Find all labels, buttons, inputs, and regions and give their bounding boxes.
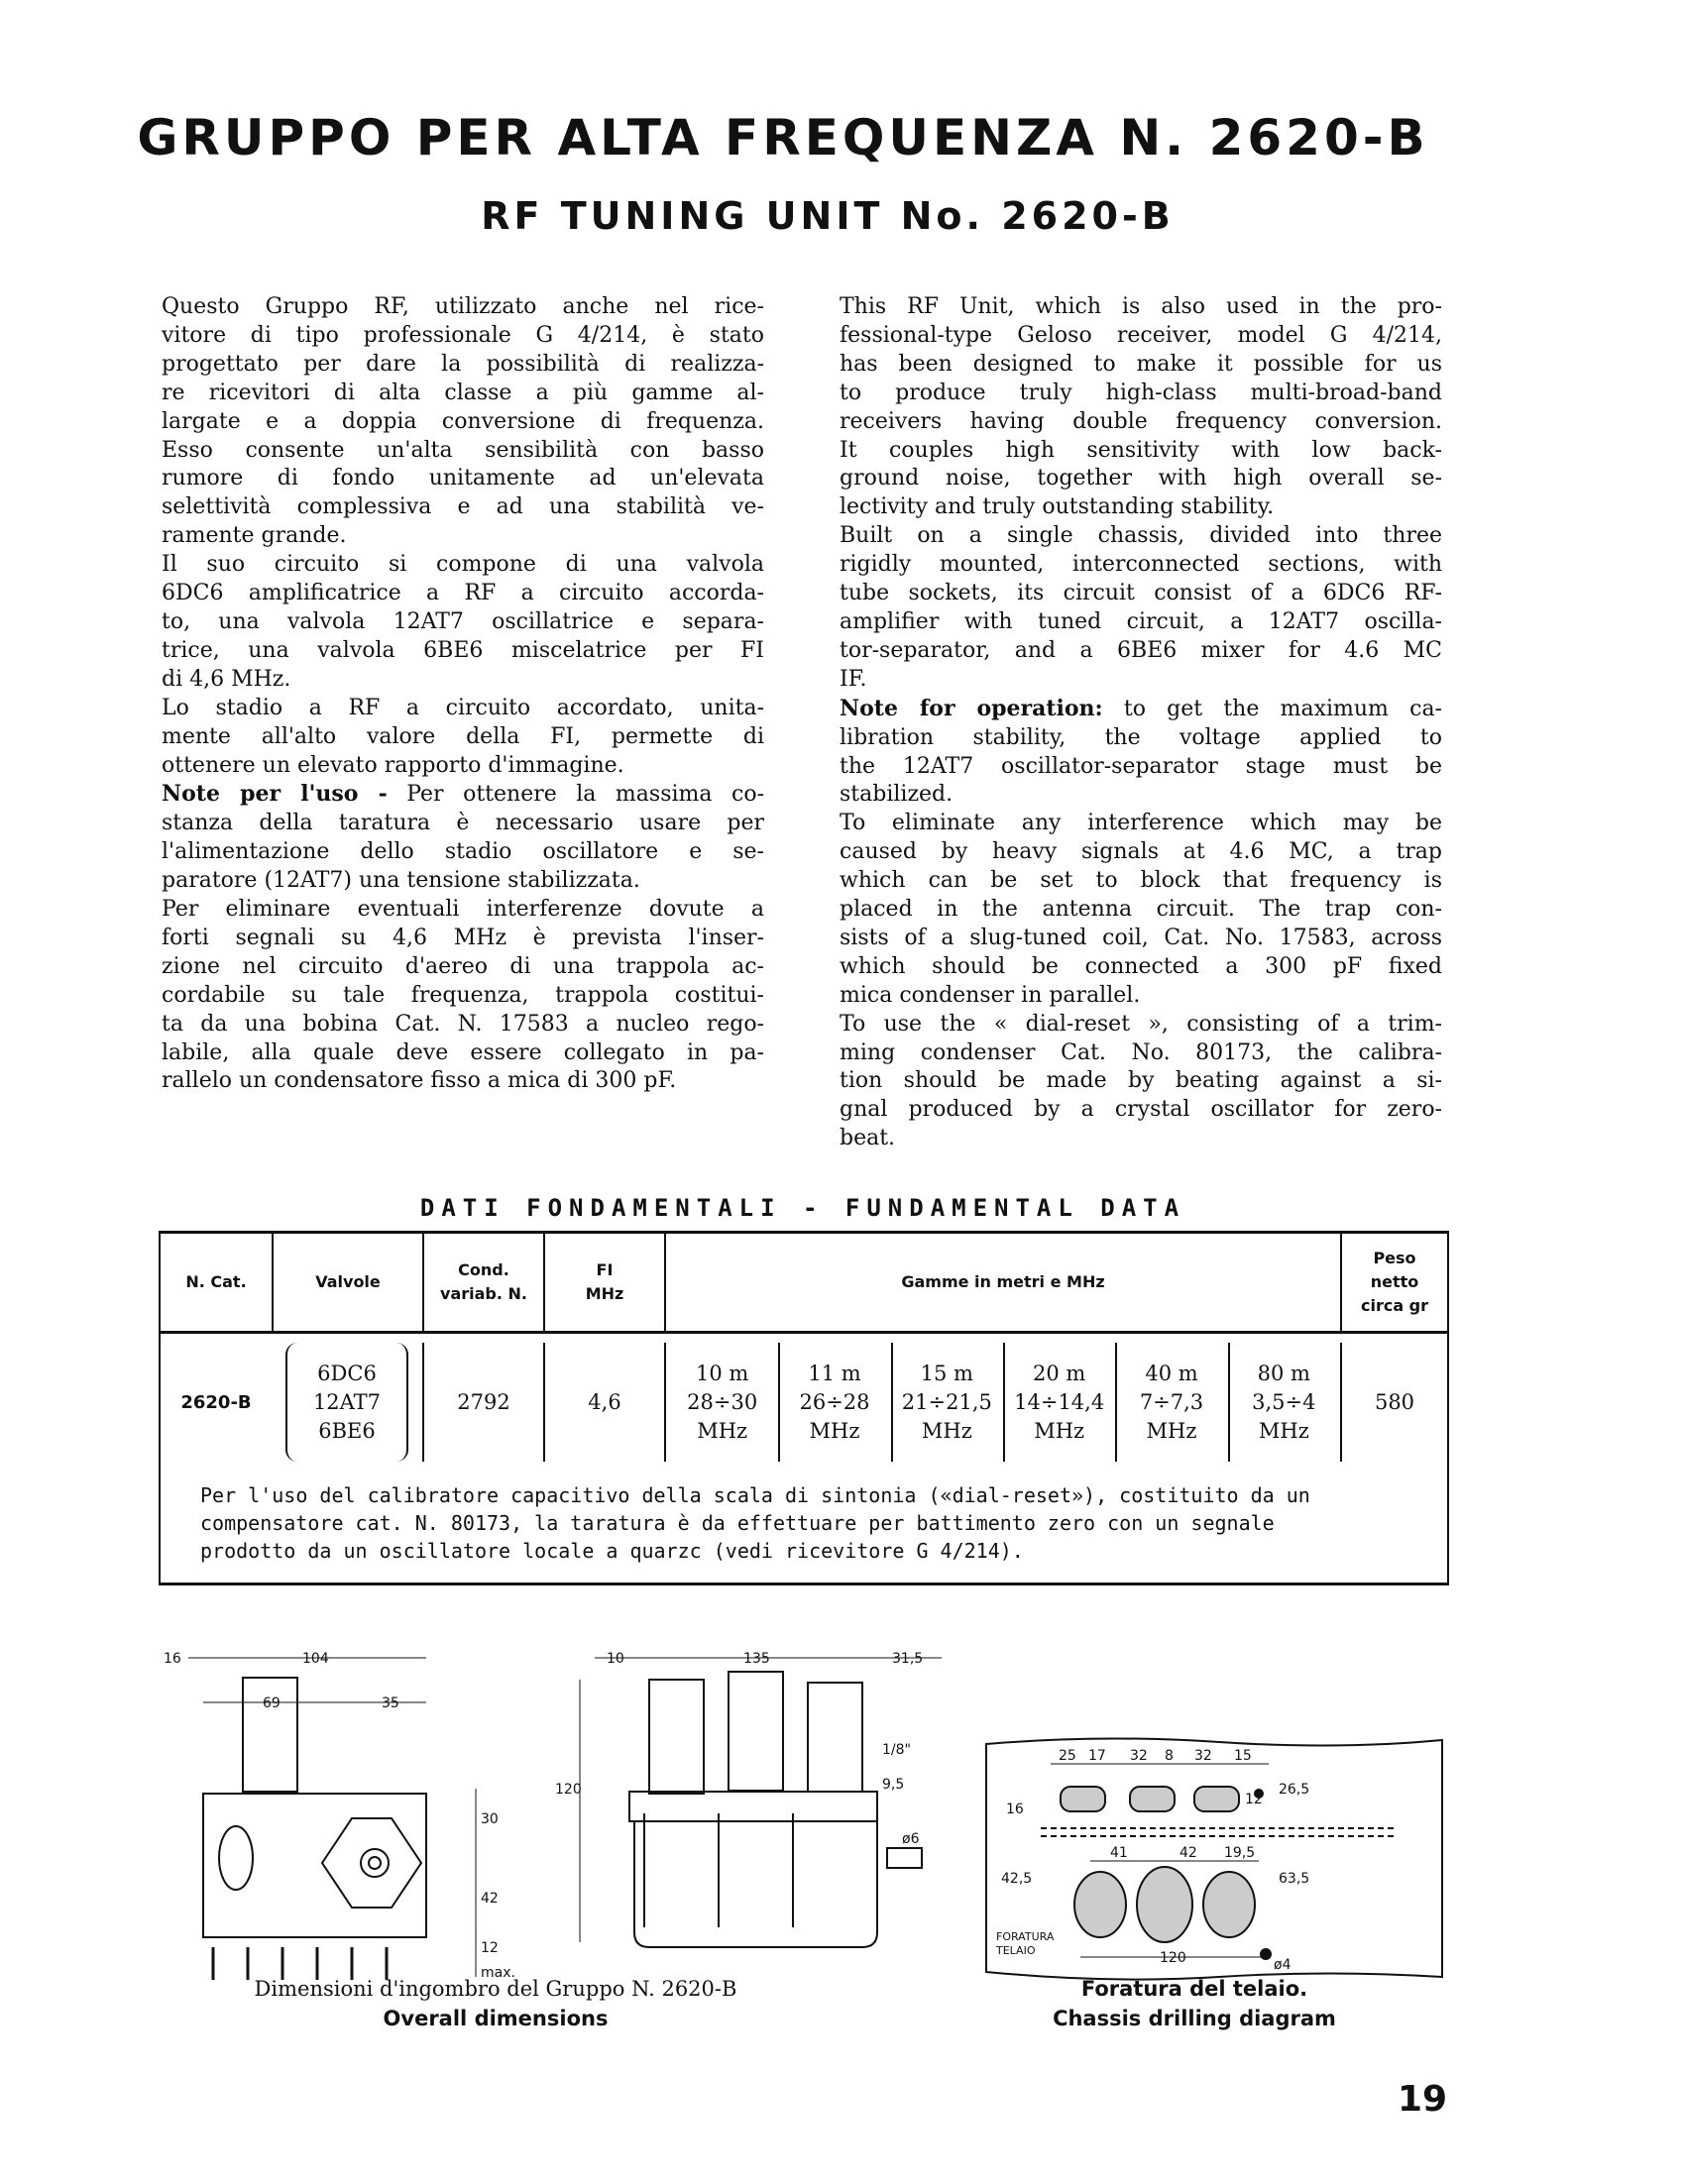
band-unit: MHz <box>1034 1418 1085 1443</box>
note-line: prodotto da un oscillatore locale a quarzc (vedi ricevitore G 4/214). <box>200 1539 1024 1563</box>
band-cell <box>1228 1343 1340 1462</box>
header-valves: Valvole <box>315 1272 381 1291</box>
line-text: trice, una valvola 6BE6 miscelatrice per FI <box>162 637 764 663</box>
valve: 6BE6 <box>318 1418 376 1443</box>
cell-weight: 580 <box>1374 1389 1415 1414</box>
header-fi: FI MHz <box>585 1260 624 1303</box>
text-line <box>162 982 764 1011</box>
text-line <box>162 551 764 580</box>
text-line <box>162 493 764 522</box>
band-m: 10 m <box>696 1361 749 1385</box>
line-text: receivers having double frequency conversion. <box>840 408 1442 434</box>
line-text: which should be connected a 300 pF fixed <box>840 953 1442 979</box>
dim-label: 15 <box>1234 1748 1252 1764</box>
text-line <box>840 724 1442 753</box>
line-text: progettato per dare la possibilità di realizza- <box>162 351 764 377</box>
text-line <box>840 753 1442 782</box>
cell-cat: 2620-B <box>180 1391 252 1413</box>
text-line <box>162 953 764 982</box>
caption-en: Chassis drilling diagram <box>1053 2007 1336 2030</box>
band-m: 15 m <box>920 1361 973 1385</box>
text-line <box>840 580 1442 608</box>
text-line <box>162 522 764 551</box>
line-text: ramente grande. <box>162 523 347 549</box>
line-text: mente all'alto valore della FI, permette di <box>162 723 764 749</box>
line-text: which can be set to block that frequency is <box>840 868 1442 894</box>
line-text: ta da una bobina Cat. N. 17583 a nucleo rego- <box>162 1011 764 1037</box>
italian-text-column <box>162 293 764 1096</box>
header-bands: Gamme in metri e MHz <box>901 1272 1105 1291</box>
dim-label: 17 <box>1088 1748 1106 1764</box>
header-cat: N. Cat. <box>185 1272 247 1291</box>
line-text: Built on a single chassis, divided into three <box>840 523 1442 549</box>
dim-label: 16 <box>164 1651 181 1667</box>
line-text: mica condenser in parallel. <box>840 982 1141 1008</box>
text-line <box>840 408 1442 437</box>
text-line <box>840 838 1442 867</box>
dim-label: 69 <box>263 1695 281 1711</box>
divider <box>1228 1343 1230 1462</box>
line-text: Per ottenere la massima co- <box>387 782 764 808</box>
text-line <box>840 1011 1442 1039</box>
text-line <box>162 1067 764 1096</box>
band-unit: MHz <box>697 1418 748 1443</box>
dim-label: 31,5 <box>892 1651 924 1667</box>
text-line <box>840 867 1442 896</box>
dim-label: 8 <box>1165 1748 1174 1764</box>
band-m: 80 m <box>1257 1361 1310 1385</box>
line-text: beat. <box>840 1126 896 1151</box>
line-text: zione nel circuito d'aereo di una trappola ac- <box>162 953 764 979</box>
text-line <box>162 896 764 925</box>
page-number: 19 <box>1398 2079 1448 2120</box>
dim-label: ø6 <box>902 1831 920 1847</box>
band-mhz: 26÷28 <box>799 1389 870 1414</box>
dim-label: 135 <box>743 1651 770 1667</box>
band-unit: MHz <box>1258 1418 1309 1443</box>
line-text: lectivity and truly outstanding stability. <box>840 494 1275 520</box>
text-line <box>840 666 1442 695</box>
valve: 6DC6 <box>317 1361 377 1385</box>
english-text-column <box>840 293 1442 1153</box>
line-text: placed in the antenna circuit. The trap con- <box>840 897 1442 923</box>
line-text: gnal produced by a crystal oscillator for zero- <box>840 1097 1442 1123</box>
text-line <box>840 465 1442 493</box>
dim-label: 25 <box>1059 1748 1076 1764</box>
drill-label: TELAIO <box>996 1944 1036 1957</box>
band-cell <box>1003 1343 1115 1462</box>
overall-dimensions-diagram <box>149 1605 971 1982</box>
line-text: amplifier with tuned circuit, a 12AT7 oscilla- <box>840 608 1442 634</box>
cell-valves <box>285 1343 408 1462</box>
text-line <box>162 752 764 781</box>
band-m: 20 m <box>1033 1361 1086 1385</box>
table-note <box>200 1481 1427 1565</box>
line-text: Esso consente un'alta sensibilità con basso <box>162 437 764 463</box>
text-line <box>162 780 764 810</box>
text-line <box>840 781 1442 810</box>
cell-cond: 2792 <box>457 1389 510 1414</box>
line-text: ground noise, together with high overall se- <box>840 466 1442 491</box>
line-text: to produce truly high-class multi-broad-band <box>840 380 1442 405</box>
text-line <box>840 925 1442 953</box>
text-line <box>840 1067 1442 1096</box>
title-english: RF TUNING UNIT No. 2620-B <box>481 194 1175 238</box>
line-text: Il suo circuito si compone di una valvola <box>162 552 764 578</box>
text-line <box>162 293 764 322</box>
dim-label: ø4 <box>1274 1957 1292 1973</box>
line-text: l'alimentazione dello stadio oscillatore e se- <box>162 839 764 865</box>
text-line <box>840 896 1442 925</box>
band-cell <box>778 1343 890 1462</box>
line-text: caused by heavy signals at 4.6 MC, a trap <box>840 839 1442 865</box>
text-line <box>840 293 1442 322</box>
text-line <box>162 810 764 838</box>
line-text: To eliminate any interference which may be <box>840 811 1442 836</box>
band-mhz: 14÷14,4 <box>1014 1389 1105 1414</box>
line-text: ming condenser Cat. No. 80173, the calibra- <box>840 1039 1442 1065</box>
text-line <box>840 1096 1442 1125</box>
line-text: to get the maximum ca- <box>1102 696 1442 721</box>
line-text: libration stability, the voltage applied to <box>840 724 1442 750</box>
band-mhz: 28÷30 <box>687 1389 758 1414</box>
line-text: 6DC6 amplificatrice a RF a circuito accorda- <box>162 581 764 606</box>
line-text: forti segnali su 4,6 MHz è prevista l'inser- <box>162 925 764 950</box>
line-text: rigidly mounted, interconnected sections, with <box>840 552 1442 578</box>
caption-it: Dimensioni d'ingombro del Gruppo N. 2620-B <box>254 1977 737 2001</box>
band-cell <box>666 1343 778 1462</box>
line-text: IF. <box>840 666 867 692</box>
dim-label: 120 <box>555 1782 582 1798</box>
text-line <box>840 637 1442 666</box>
divider <box>1115 1343 1117 1462</box>
line-text: Per eliminare eventuali interferenze dovute a <box>162 897 764 923</box>
line-text: paratore (12AT7) una tensione stabilizzata. <box>162 868 640 894</box>
dim-label: max. <box>481 1965 515 1981</box>
header-cond: Cond. variab. N. <box>440 1260 527 1303</box>
band-cell <box>891 1343 1003 1462</box>
dim-label: 9,5 <box>882 1777 905 1793</box>
text-line <box>840 522 1442 551</box>
line-text: selettività complessiva e ad una stabilità ve- <box>162 494 764 520</box>
line-text: rumore di fondo unitamente ad un'elevata <box>162 466 764 491</box>
text-line <box>840 493 1442 522</box>
band-mhz: 3,5÷4 <box>1252 1389 1316 1414</box>
dim-label: 120 <box>1160 1950 1186 1966</box>
dim-label: 41 <box>1110 1845 1128 1861</box>
text-line <box>162 637 764 666</box>
band-unit: MHz <box>921 1418 972 1443</box>
line-text: stanza della taratura è necessario usare per <box>162 811 764 836</box>
text-line <box>162 695 764 723</box>
dim-label: 1/8" <box>882 1742 911 1758</box>
band-unit: MHz <box>1146 1418 1197 1443</box>
bold-lead: Note per l'uso - <box>162 781 388 808</box>
line-text: labile, alla quale deve essere collegato in pa- <box>162 1039 764 1065</box>
band-m: 11 m <box>808 1361 861 1385</box>
line-text: tion should be made by beating against a si- <box>840 1068 1442 1094</box>
line-text: To use the « dial-reset », consisting of a trim- <box>840 1011 1442 1037</box>
divider <box>1003 1343 1005 1462</box>
dim-label: 26,5 <box>1279 1782 1310 1798</box>
fundamental-data-table <box>159 1231 1449 1585</box>
line-text: sists of a slug-tuned coil, Cat. No. 17583, across <box>840 925 1442 950</box>
caption-it: Foratura del telaio. <box>1080 1977 1308 2001</box>
line-text: ottenere un elevato rapporto d'immagine. <box>162 752 624 778</box>
dim-label: 42 <box>1180 1845 1197 1861</box>
dim-label: 35 <box>382 1695 399 1711</box>
text-line <box>840 437 1442 466</box>
dim-label: 12 <box>481 1940 499 1956</box>
dim-label: 19,5 <box>1224 1845 1256 1861</box>
divider <box>778 1343 780 1462</box>
text-line <box>162 408 764 437</box>
text-line <box>162 351 764 380</box>
caption-drilling <box>1031 1974 1358 2033</box>
band-m: 40 m <box>1145 1361 1198 1385</box>
bold-lead: Note for operation: <box>840 695 1103 721</box>
text-line <box>840 380 1442 408</box>
text-line <box>162 580 764 608</box>
text-line <box>840 810 1442 838</box>
line-text: cordabile su tale frequenza, trappola costitui- <box>162 982 764 1008</box>
dim-label: 104 <box>302 1651 329 1667</box>
dim-label: 10 <box>607 1651 624 1667</box>
text-line <box>162 608 764 637</box>
header-weight: Peso netto circa gr <box>1360 1249 1429 1315</box>
text-line <box>162 925 764 953</box>
text-line <box>840 551 1442 580</box>
line-text: Lo stadio a RF a circuito accordato, unita- <box>162 695 764 720</box>
line-text: tor-separator, and a 6BE6 mixer for 4.6 MC <box>840 637 1442 663</box>
divider <box>891 1343 893 1462</box>
chassis-drilling-diagram <box>981 1734 1447 1982</box>
line-text: vitore di tipo professionale G 4/214, è stato <box>162 322 764 348</box>
line-text: fessional-type Geloso receiver, model G 4/214, <box>840 322 1442 348</box>
text-line <box>162 838 764 867</box>
text-line <box>840 1125 1442 1153</box>
text-line <box>840 1039 1442 1068</box>
line-text: Questo Gruppo RF, utilizzato anche nel rice- <box>162 294 764 319</box>
note-line: compensatore cat. N. 80173, la taratura è da effettuare per battimento zero con un segnale <box>200 1511 1275 1535</box>
text-line <box>162 1011 764 1039</box>
dim-label: 42,5 <box>1001 1871 1033 1887</box>
cell-fi: 4,6 <box>588 1389 621 1414</box>
dim-label: 32 <box>1130 1748 1148 1764</box>
line-text: rallelo un condensatore fisso a mica di 300 pF. <box>162 1068 677 1094</box>
text-line <box>840 953 1442 982</box>
table-header-row <box>161 1234 1447 1334</box>
dim-label: 30 <box>481 1811 499 1827</box>
text-line <box>162 380 764 408</box>
line-text: di 4,6 MHz. <box>162 666 291 692</box>
line-text: to, una valvola 12AT7 oscillatrice e separa- <box>162 608 764 634</box>
text-line <box>162 322 764 351</box>
line-text: tube sockets, its circuit consist of a 6DC6 RF- <box>840 581 1442 606</box>
text-line <box>840 695 1442 724</box>
valve: 12AT7 <box>312 1389 382 1414</box>
dim-label: 32 <box>1194 1748 1212 1764</box>
table-heading: DATI FONDAMENTALI - FUNDAMENTAL DATA <box>419 1194 1186 1222</box>
dim-label: 63,5 <box>1279 1871 1310 1887</box>
line-text: has been designed to make it possible for us <box>840 351 1442 377</box>
text-line <box>162 666 764 695</box>
text-line <box>840 608 1442 637</box>
line-text: the 12AT7 oscillator-separator stage must be <box>840 753 1442 779</box>
text-line <box>162 437 764 466</box>
band-unit: MHz <box>809 1418 860 1443</box>
note-line: Per l'uso del calibratore capacitivo della scala di sintonia («dial-reset»), costituito da un <box>200 1483 1310 1507</box>
band-mhz: 21÷21,5 <box>901 1389 992 1414</box>
dim-label: 16 <box>1006 1802 1024 1817</box>
text-line <box>162 465 764 493</box>
text-line <box>840 982 1442 1011</box>
band-mhz: 7÷7,3 <box>1139 1389 1204 1414</box>
line-text: This RF Unit, which is also used in the pro- <box>840 294 1442 319</box>
dim-label: 42 <box>481 1891 499 1907</box>
text-line <box>162 867 764 896</box>
caption-en: Overall dimensions <box>383 2007 609 2030</box>
text-line <box>840 351 1442 380</box>
dim-label: 12 <box>1245 1792 1263 1807</box>
band-cell <box>1115 1343 1227 1462</box>
line-text: stabilized. <box>840 782 954 808</box>
drill-label: FORATURA <box>996 1930 1055 1943</box>
line-text: largate e a doppia conversione di frequenza. <box>162 408 764 434</box>
line-text: It couples high sensitivity with low back- <box>840 437 1442 463</box>
caption-overall-dimensions <box>228 1974 763 2033</box>
text-line <box>840 322 1442 351</box>
line-text: re ricevitori di alta classe a più gamme al- <box>162 380 764 405</box>
title-italian: GRUPPO PER ALTA FREQUENZA N. 2620-B <box>137 109 1429 166</box>
text-line <box>162 1039 764 1068</box>
text-line <box>162 723 764 752</box>
